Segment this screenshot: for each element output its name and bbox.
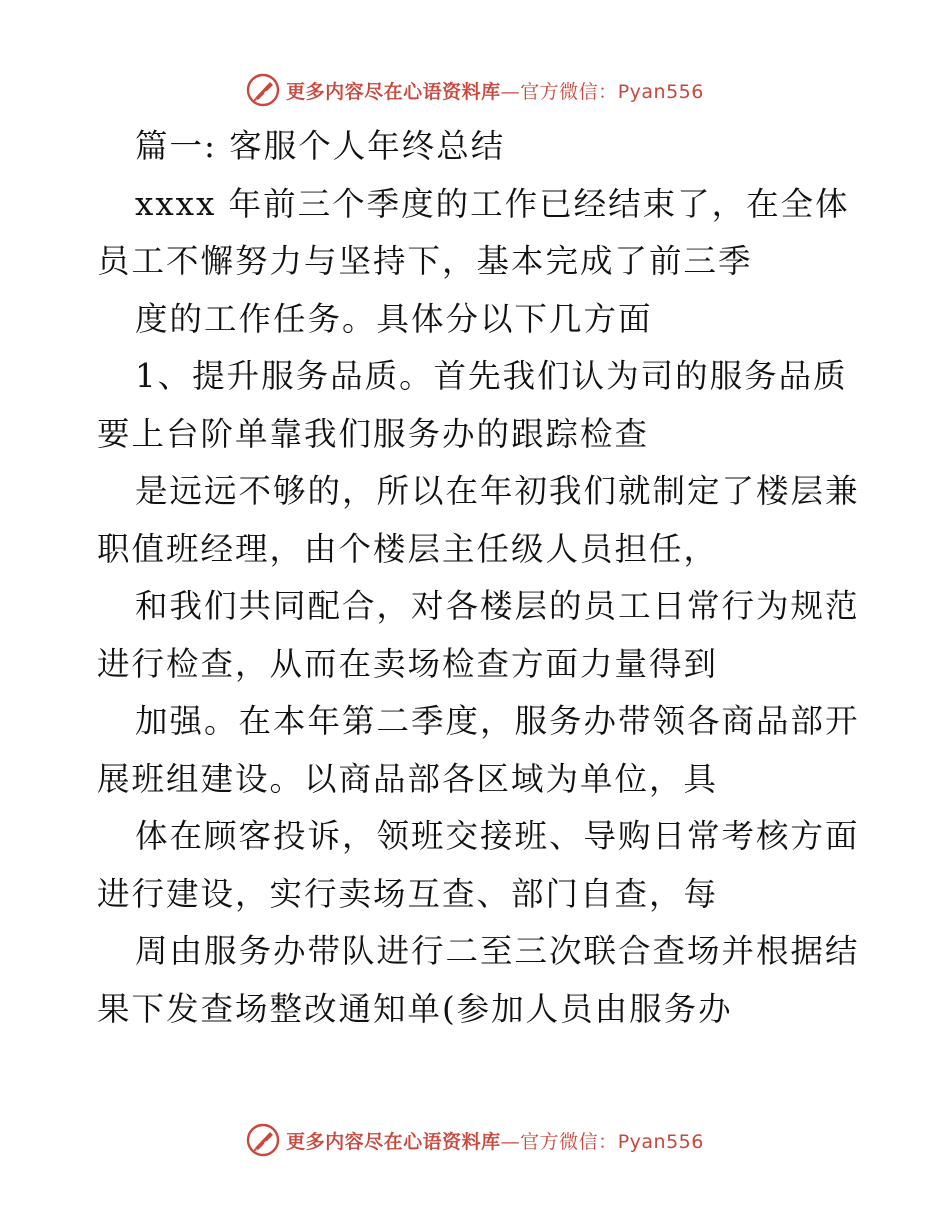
quill-pen-logo-icon — [246, 1123, 280, 1157]
banner-wechat-label: 官方微信： — [520, 80, 618, 103]
banner-dash: — — [500, 1130, 521, 1153]
banner-main-text: 更多内容尽在心语资料库 — [286, 1130, 501, 1153]
text-line: 加强。在本年第二季度，服务办带领各商品部开 — [135, 702, 860, 740]
text-line: 是远远不够的，所以在年初我们就制定了楼层兼 — [135, 472, 860, 510]
banner-wechat-label: 官方微信： — [520, 1130, 618, 1153]
text-line: 要上台阶单靠我们服务办的跟踪检查 — [97, 414, 650, 453]
text-line: 度的工作任务。具体分以下几方面 — [135, 299, 653, 338]
header-banner — [0, 70, 950, 110]
footer-banner — [0, 1120, 950, 1160]
text-line: 展班组建设。以商品部各区域为单位，具 — [97, 759, 719, 798]
banner-wechat-id: Pyan556 — [617, 80, 704, 103]
banner-text — [286, 1127, 704, 1154]
text-line: 进行检查，从而在卖场检查方面力量得到 — [97, 644, 719, 683]
text-line: 1、提升服务品质。首先我们认为司的服务品质 — [135, 357, 848, 395]
text-line: 进行建设，实行卖场互查、部门自查，每 — [97, 874, 719, 913]
text-line: xxxx 年前三个季度的工作已经结束了，在全体 — [135, 184, 850, 223]
text-line: 周由服务办带队进行二至三次联合查场并根据结 — [135, 932, 860, 970]
text-line: 篇一: 客服个人年终总结 — [135, 127, 506, 165]
text-line: 果下发查场整改通知单(参加人员由服务办 — [97, 989, 733, 1028]
text-line: 体在顾客投诉，领班交接班、导购日常考核方面 — [135, 817, 860, 855]
text-line: 职值班经理，由个楼层主任级人员担任， — [97, 529, 719, 568]
banner-wechat-id: Pyan556 — [617, 1130, 704, 1153]
banner-text — [286, 77, 704, 104]
banner-dash: — — [500, 80, 521, 103]
text-line: 和我们共同配合，对各楼层的员工日常行为规范 — [135, 587, 860, 625]
banner-main-text: 更多内容尽在心语资料库 — [286, 80, 501, 103]
document-body — [97, 118, 867, 1038]
text-line: 员工不懈努力与坚持下，基本完成了前三季 — [97, 242, 753, 280]
quill-pen-logo-icon — [246, 73, 280, 107]
